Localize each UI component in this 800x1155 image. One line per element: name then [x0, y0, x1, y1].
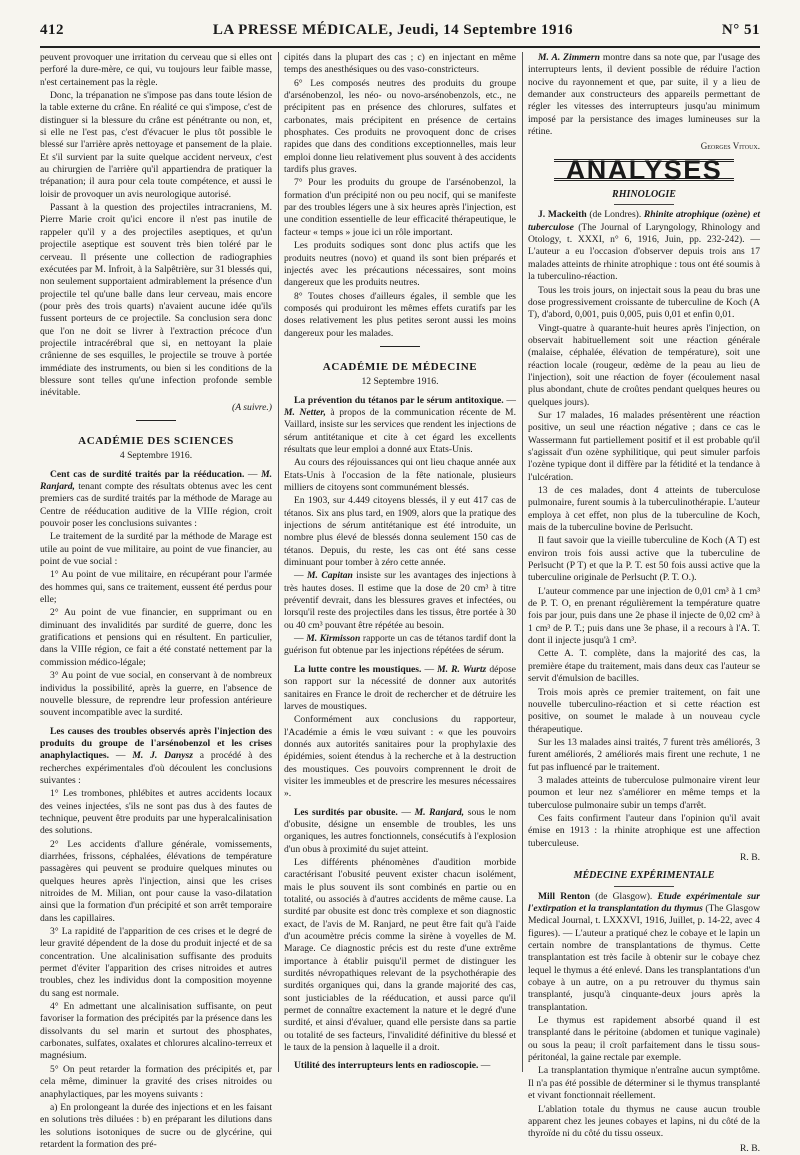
article-title: Utilité des interrupteurs lents en radioscopie.: [294, 1060, 479, 1072]
article-author: M. Kirmisson: [306, 633, 361, 645]
paragraph: 4° En admettant une alcalinisation suffisante, on peut favoriser la formation des précipités par la présence dans les dissolvants du sel marin et surtout des phosphates, carbonates, sulfates, oxalates et chlorures alcalino-terreux et magnésium.: [40, 1001, 272, 1062]
column-2: [284, 52, 516, 1072]
paragraph: Vingt-quatre à quarante-huit heures après l'injection, on observait habituellement soit une réaction générale (malaise, céphalée, élévation de température), soit une réaction locale (rougeur, œdème de la peau au lieu de l'injection), soit une réaction de foyer (écoulement nasal plus abondant, chute de croûtes pendant quelques heures ou quelques jours).: [528, 322, 760, 408]
article-author: M. Netter,: [284, 406, 326, 418]
paragraph: Au cours des réjouissances qui ont lieu chaque année aux Etats-Unis à l'occasion de la fête nationale, plusieurs milliers de citoyens sont communément blessés.: [284, 457, 516, 493]
column-3: [528, 52, 761, 1154]
analyses-title: ANALYSES: [554, 159, 735, 181]
article-text: (The Journal of Laryngology, Rhinology and Otology, t. XXXI, n° 6, 1916, Juin, pp. 232-242). — L'auteur a eu l'occasion d'observer depuis trois ans 17 malades atteints de rhinite atrophique : tous ont été soumis à la tuberculino-réaction.: [528, 221, 760, 283]
column-divider: [278, 52, 279, 1072]
article-author: M. R. Wurtz: [437, 663, 487, 675]
paragraph: Conformément aux conclusions du rapporteur, l'Académie a émis le vœu suivant : « que les pouvoirs donnés aux autorités sanitaires pour la prophylaxie des épidémies, soient étendus à la recherche et à la destruction des moustiques. Ces pouvoirs comprennent le droit de visiter les immeubles et de prescrire les mesures nécessaires ».: [284, 714, 516, 800]
paragraph: cipités dans la plupart des cas ; c) en injectant en même temps des anesthésiques ou des vaso-constricteurs.: [284, 52, 516, 76]
article-text: insiste sur les avantages des injections à très hautes doses. Il estime que la dose de 20 cm³ à titre préventif devrait, dans les blessures graves et infectées, ou lorsqu'il reste des projectiles dans les tissus, être portée à 30 ou 40 cm³ pouvant être répétée au besoin.: [284, 570, 516, 631]
article-title: La prévention du tétanos par le sérum antitoxique.: [294, 394, 504, 406]
section-date: 12 Septembre 1916.: [361, 376, 439, 388]
signature: R. B.: [740, 851, 760, 863]
paragraph: Les différents phénomènes d'audition morbide caractérisant l'obusité peuvent exister chacun isolément, mais le plus souvent ils sont combinés en partie ou en totalité, ou associés à d'autres accidents de même cause. La surdité par obusite est donc très complexe et son diagnostic exact, de l'avis de M. Ranjard, ne peut être fait qu'à l'aide d'un acoumètre précis comme la sirène à voyelles de M. Marage. Ce diagnostic précis est du reste d'une extrême importance à établir puisqu'il permet de distinguer les surdités névropathiques relevant de la psychothérapie des surdités organiques qui, dans la grande majorité des cas, sont justiciables de la rééducation, et aussi parce qu'il permet de connaître exactement la nature et le degré d'une surdité, et ainsi d'évaluer, quand elle persiste dans sa partie ou totalité de ses facteurs, l'invalidité définitive du blessé et le taux de la pension à laquelle il a droit.: [284, 856, 516, 1054]
page-number: 412: [40, 21, 64, 38]
article-author: J. Mackeith: [538, 209, 587, 221]
a-suivre: (A suivre.): [232, 401, 272, 413]
article-text: tenant compte des résultats obtenus avec les cent premiers cas de surdité traités par la méthode de Marage au Centre de rééducation auditive de la VIIIe région, croit pouvoir poser les conclusions suivantes :: [40, 481, 272, 530]
page-header: [40, 18, 760, 42]
article-text: à propos de la communication récente de M. Vaillard, insiste sur les services que rendent les injections de sérum antitétanique et cite à cet égard les excellents résultats que leur emploi a donné aux Etats-Unis.: [284, 406, 516, 455]
column-1: [40, 52, 273, 1150]
article-paragraph: [528, 209, 760, 283]
article-text: rapporte un cas de tétanos tardif dont la guérison fut obtenue par les injections répétées de sérum.: [284, 633, 516, 657]
article-title: Cent cas de surdité traités par la rééducation.: [50, 468, 245, 480]
article-paragraph: Les surdités par obusite. — M. Ranjard, sous le nom d'obusite, désigne un ensemble de troubles, les uns organiques, les autres fonctionnels, consécutifs à l'explosion d'un obus à proximité du sujet atteint.: [284, 806, 517, 855]
article-paragraph: Cent cas de surdité traités par la rééducation. — M. Ranjard, tenant compte des résultats obtenus avec les cent premiers cas de surdité traités par la méthode de Marage au Centre de rééducation auditive de la VIIIe région, croit pouvoir poser les conclusions suivantes :: [40, 468, 273, 530]
author-place: (de Glasgow).: [590, 890, 658, 902]
article-text: (The Glasgow Medical Journal, t. LXXXVI, 1916, Juillet, p. 14-22, avec 4 figures). — L'auteur a pratiqué chez le cobaye et le lapin un certain nombre de transplantations de thymus. Cette transplantation est très facile à obtenir sur le cobaye chez lequel le thymus a été enlevé. Dans les transplantations d'un cobaye à un autre, on a pu retrouver du thymus sain transplanté, jusqu'à cinquante-deux jours après la transplantation.: [528, 903, 760, 1013]
article-paragraph: La lutte contre les moustiques. — M. R. Wurtz dépose son rapport sur la nécessité de donner aux autorités sanitaires en France le droit de rechercher et de détruire les larves de moustiques.: [284, 663, 516, 712]
paragraph: En 1903, sur 4.449 citoyens blessés, il y eut 417 cas de tétanos. Six ans plus tard, en 1909, alors que la pratique des injections de sérum antitétanique est été introduite, un nombre plus élevé de blessés donna seulement 150 cas de tétanos. Depuis, du reste, les cas ont été sans cesse diminuant pour tomber à zéro cette année.: [284, 495, 516, 569]
paragraph: L'auteur commence par une injection de 0,01 cm³ à 1 cm³ de P. T. O, en prenant régulièrement la température quatre fois par jour, puis dans une 2e phase il injecte de 0,02 cm³ à 1 cm³ de P. T.; puis dans une 3e phase, il a recours à l'A. T. dont il injecte jusqu'à 1 cm³.: [528, 585, 760, 647]
paragraph: 7° Pour les produits du groupe de l'arsénobenzol, la formation d'un précipité non ou peu nocif, qui se manifeste par des troubles légers une à six heures après l'injection, est une condition essentielle de leur efficacité thérapeutique, le facteur « temps » joue ici un rôle important.: [284, 177, 516, 238]
article-paragraph: Utilité des interrupteurs lents en radioscopie. —: [294, 1060, 491, 1072]
section-title-academie-sciences: ACADÉMIE DES SCIENCES: [78, 434, 234, 447]
subsection-title-rhinologie: RHINOLOGIE: [612, 189, 676, 201]
article-paragraph: — M. Kirmisson rapporte un cas de tétanos tardif dont la guérison fut obtenue par les injections répétées de sérum.: [284, 633, 516, 657]
paragraph: La transplantation thymique n'entraîne aucun symptôme. Il n'a pas été possible de déterminer si le thymus transplanté et vivant fonctionnait réellement.: [528, 1065, 760, 1102]
journal-title: LA PRESSE MÉDICALE, Jeudi, 14 Septembre 1916: [212, 21, 573, 38]
paragraph: Il faut savoir que la vieille tuberculine de Koch (A T) est environ trois fois aussi active que la tuberculine de Perlsucht (P T) et que la P. T. est 50 fois aussi active que la tuberculine originale de Perlsucht (P. T. O.).: [528, 535, 760, 584]
paragraph: 6° Les composés neutres des produits du groupe d'arsénobenzol, les néo- ou novo-arsénobenzols, etc., ne précipitent pas en présence des chlorures, sulfates et carbonates, mais précipitent en présence de certains phosphates. Ces produits ne provoquent donc de crises rapides que dans des conditions exceptionnelles, mais leur emploi donne lieu relativement plus souvent à des accidents tardifs plus graves.: [284, 77, 516, 176]
article-title: Etude expérimentale sur l'extirpation et la transplantation du thymus: [528, 890, 760, 914]
article-title: Rhinite atrophique (ozène) et tuberculose: [528, 209, 760, 233]
article-text: dépose son rapport sur la nécessité de donner aux autorités sanitaires en France le droit de rechercher et de détruire les larves de moustiques.: [284, 663, 516, 712]
author-place: (de Londres).: [586, 209, 644, 221]
article-title: Les surdités par obusite.: [294, 806, 398, 818]
paragraph: 1° Au point de vue militaire, en récupérant pour l'armée des hommes qui, sans ce traitement, eussent été perdus pour elle;: [40, 569, 272, 606]
paragraph: 3° Au point de vue social, en conservant à de nombreux individus la possibilité, après la guerre, en l'absence de nouvelle blessure, de reprendre leur profession antérieure souvent incompatible avec la surdité.: [40, 670, 272, 719]
paragraph: Cette A. T. complète, dans la majorité des cas, la première étape du traitement, mais dans deux cas l'auteur se servit d'émulsion de bacilles.: [528, 648, 760, 685]
article-text: a procédé à des recherches expérimentales d'où découlent les conclusions suivantes :: [40, 750, 273, 786]
paragraph: 8° Toutes choses d'ailleurs égales, il semble que les composés qui produiront les mêmes effets curatifs par les doses relativement les plus petites seront aussi les moins dangereux pour les malades.: [284, 290, 516, 339]
article-paragraph: [528, 891, 760, 1014]
issue-number: N° 51: [721, 21, 760, 38]
paragraph: Les produits sodiques sont donc plus actifs que les produits neutres (novo) et quand ils sont bien préparés et injectés avec les précautions nécessaires, sont moins dangereux que les produits neutres.: [284, 240, 516, 289]
article-title: Les causes des troubles observés après l'injection des produits du groupe de l'arsénobenzol et les crises anaphylactiques.: [40, 725, 272, 762]
paragraph: Le traitement de la surdité par la méthode de Marage est utile au point de vue militaire, au point de vue financier, au point de vue social :: [40, 531, 272, 568]
paragraph: Trois mois après ce premier traitement, on fait une nouvelle tuberculino-réaction et si cette réaction est positive, on soumet le malade à un nouveau cycle thérapeutique.: [528, 686, 760, 735]
article-paragraph: — M. Capitan insiste sur les avantages des injections à très hautes doses. Il estime que la dose de 20 cm³ à titre préventif devrait, dans les blessures graves et infectées, ou lorsqu'il reste des projectiles dans les tissus, être portée à 30 ou 40 cm³ pouvant être répétée au besoin.: [284, 570, 516, 631]
article-paragraph: Les causes des troubles observés après l'injection des produits du groupe de l'arsénobenzol et les crises anaphylactiques. — M. J. Danysz a procédé à des recherches expérimentales d'où découlent les conclusions suivantes :: [40, 725, 273, 786]
signature: R. B.: [740, 1142, 760, 1154]
article-author: M. Ranjard,: [414, 806, 465, 818]
article-author: M. Ranjard,: [40, 468, 273, 492]
article-author: M. J. Danysz: [132, 750, 193, 762]
paragraph: Tous les trois jours, on injectait sous la peau du bras une dose progressivement croissante de tuberculine de Koch (A T), d'abord, 0,001, puis 0,005, puis 0,01 et enfin 0,01.: [528, 284, 760, 321]
paragraph: a) En prolongeant la durée des injections et en les faisant en solutions très diluées : b) en préparant les dilutions dans les solutions isotoniques de sucre ou de glycérine, qui retardent la formation des pré-: [40, 1101, 272, 1150]
paragraph: Le thymus est rapidement absorbé quand il est transplanté dans le péritoine (abdomen et tunique vaginale) ou sous la peau; il croît parfaitement dans le tissu sous-péritonéal, la gaine rectale par exemple.: [528, 1015, 760, 1064]
paragraph: 2° Au point de vue financier, en supprimant ou en diminuant des invalidités par surdité de guerre, donc les gratifications et pensions qui en résultent. En particulier, dans la VIIIe région, ce fait a été constaté nettement par la commission médico-légale;: [40, 607, 272, 668]
subsection-title-medecine-experimentale: MÉDECINE EXPÉRIMENTALE: [573, 870, 715, 882]
subsection-rule: [614, 204, 674, 205]
paragraph: Sur 17 malades, 16 malades présentèrent une réaction positive, un seul une réaction négative ; dans ce cas le Wassermann fut partiellement positif et il est probable qu'il s'agissait d'un ozène syphilitique, qui peut simuler parfois l'ozène typique dont il diffère par la fétidité et la tendance à l'ulcération.: [528, 409, 760, 483]
paragraph: 1° Les trombones, phlébites et autres accidents locaux des veines injectées, s'ils ne sont pas dus à des fautes de technique, peuvent être produits par une hyperalcalinisation des solutions.: [40, 788, 272, 837]
paragraph: Passant à la question des projectiles intracraniens, M. Pierre Marie croit qu'ici encore il n'est pas inutile de rappeler qu'il y a des projectiles aseptiques, et qu'un projectile aseptique est souvent très bien toléré par le cerveau. Il présente une collection de radiographies exécutées par M. Infroit, à la Salpêtrière, sur 31 blessés qui, non seulement supportaient admirablement la présence d'un projectile tel qu'une balle dans leur cerveau, mais encore (pour près des trois quarts) n'avaient aucune idée qu'ils fussent porteurs de ce projectile. Sa conclusion sera donc que l'on ne doit se livrer à l'extraction précoce d'un projectile intracérébral que si, en nettoyant la plaie crânienne de ses esquilles, le projectile se trouve à portée immédiate des instruments, ou bien si les conditions de la blessure sont telles qu'une infection profonde semble inévitable.: [40, 202, 272, 399]
paragraph: 3° La rapidité de l'apparition de ces crises et le degré de leur gravité dépendent de la dose du produit injecté et de sa concentration. Une alcalinisation suffisante des produits permet d'éviter l'apparition des crises nitroides et autres troubles, chez les individus dont la composition moyenne du sang est normale.: [40, 926, 272, 999]
paragraph: 5° On peut retarder la formation des précipités et, par cela même, diminuer la gravité des crises nitroides ou anaphylactiques, par les moyens suivants :: [40, 1063, 272, 1100]
paragraph: 2° Les accidents d'allure générale, vomissements, diarrhées, frissons, céphalées, élévations de température passagères qui peuvent se produire quelques minutes ou quelques heures après l'injection, ainsi que les crises nitroides de M. Milian, ont pour cause la vaso-dilatation ainsi que la formation d'un précipité et son arrêt temporaire dans les capillaires.: [40, 838, 272, 924]
paragraph: Ces faits confirment l'auteur dans l'opinion qu'il avait émise en 1913 : la rhinite atrophique est une affection tuberculeuse.: [528, 812, 760, 849]
header-rule: [40, 46, 760, 48]
section-rule: [136, 420, 176, 421]
article-paragraph: La prévention du tétanos par le sérum antitoxique. — M. Netter, à propos de la communication récente de M. Vaillard, insiste sur les services que rendent les injections de sérum antitétanique et cite à cet égard les excellents résultats que leur emploi a donné aux Etats-Unis.: [284, 394, 516, 455]
article-author: Mill Renton: [538, 890, 591, 902]
subsection-rule: [614, 886, 674, 887]
section-title-academie-medecine: ACADÉMIE DE MÉDECINE: [322, 360, 478, 373]
paragraph: 3 malades atteints de tuberculose pulmonaire virent leur poumon et leur nez s'améliorer en même temps et la tuberculose pulmonaire subir un temps d'arrêt.: [528, 774, 760, 811]
article-title: La lutte contre les moustiques.: [294, 663, 422, 675]
article-paragraph: [528, 52, 760, 138]
paragraph: Donc, la trépanation ne s'impose pas dans toute lésion de la table externe du crâne. En réalité ce qui s'impose, c'est de distinguer si la blessure du crâne est pénétrante ou non, et, si elle ne l'est pas, c'est d'évacuer le plus tôt possible le blessé sur l'arrière après nettoyage et pansement de la plaie. Et s'il survient par la suite quelque accident nerveux, c'est au chirurgien de l'arrière qu'il appartiendra de pratiquer la trépanation; il aura pour cela toute compétence, et aussi le loisir de provoquer un avis neurologique autorisé.: [40, 90, 272, 200]
article-text: montre dans sa note que, par l'usage des interrupteurs lents, il devient possible de réduire l'action nocive du rayonnement et que, par suite, il y a lieu de demander aux constructeurs des appareils permettant de régler les vitesses des interrupteurs jusqu'au minimum imposé par la persistance des images lumineuses sur la rétine.: [528, 52, 761, 138]
signature: Georges Vitoux.: [700, 141, 760, 152]
paragraph: Sur les 13 malades ainsi traités, 7 furent très améliorés, 3 furent améliorés, 2 améliorés mais firent une rechute, 1 ne fut pas influencé par le traitement.: [528, 736, 760, 773]
article-author: M. Capitan: [307, 570, 353, 582]
article-text: sous le nom d'obusite, désigne un ensemble de troubles, les uns organiques, les autres fonctionnels, consécutifs à l'explosion d'un obus à proximité du sujet atteint.: [284, 806, 517, 855]
section-rule: [380, 346, 420, 347]
analyses-header: [528, 154, 760, 185]
article-author: M. A. Zimmern: [538, 52, 600, 63]
paragraph: peuvent provoquer une irritation du cerveau que si elles ont perforé la dure-mère, ce qui, vu toujours leur faible masse, n'est certainement pas la règle.: [40, 52, 272, 88]
paragraph: L'ablation totale du thymus ne cause aucun trouble apparent chez les jeunes cobayes et lapins, ni du côté de la thyroïde ni du côté du tissu osseux.: [528, 1103, 760, 1140]
paragraph: 13 de ces malades, dont 4 atteints de tuberculose pulmonaire, furent soumis à la tuberculinothérapie. L'auteur employa à cet effet, non plus de la tuberculine de Koch, mais de la tuberculine bovine de Perlsucht.: [528, 485, 760, 534]
section-date: 4 Septembre 1916.: [119, 450, 193, 462]
column-divider: [522, 52, 523, 1072]
